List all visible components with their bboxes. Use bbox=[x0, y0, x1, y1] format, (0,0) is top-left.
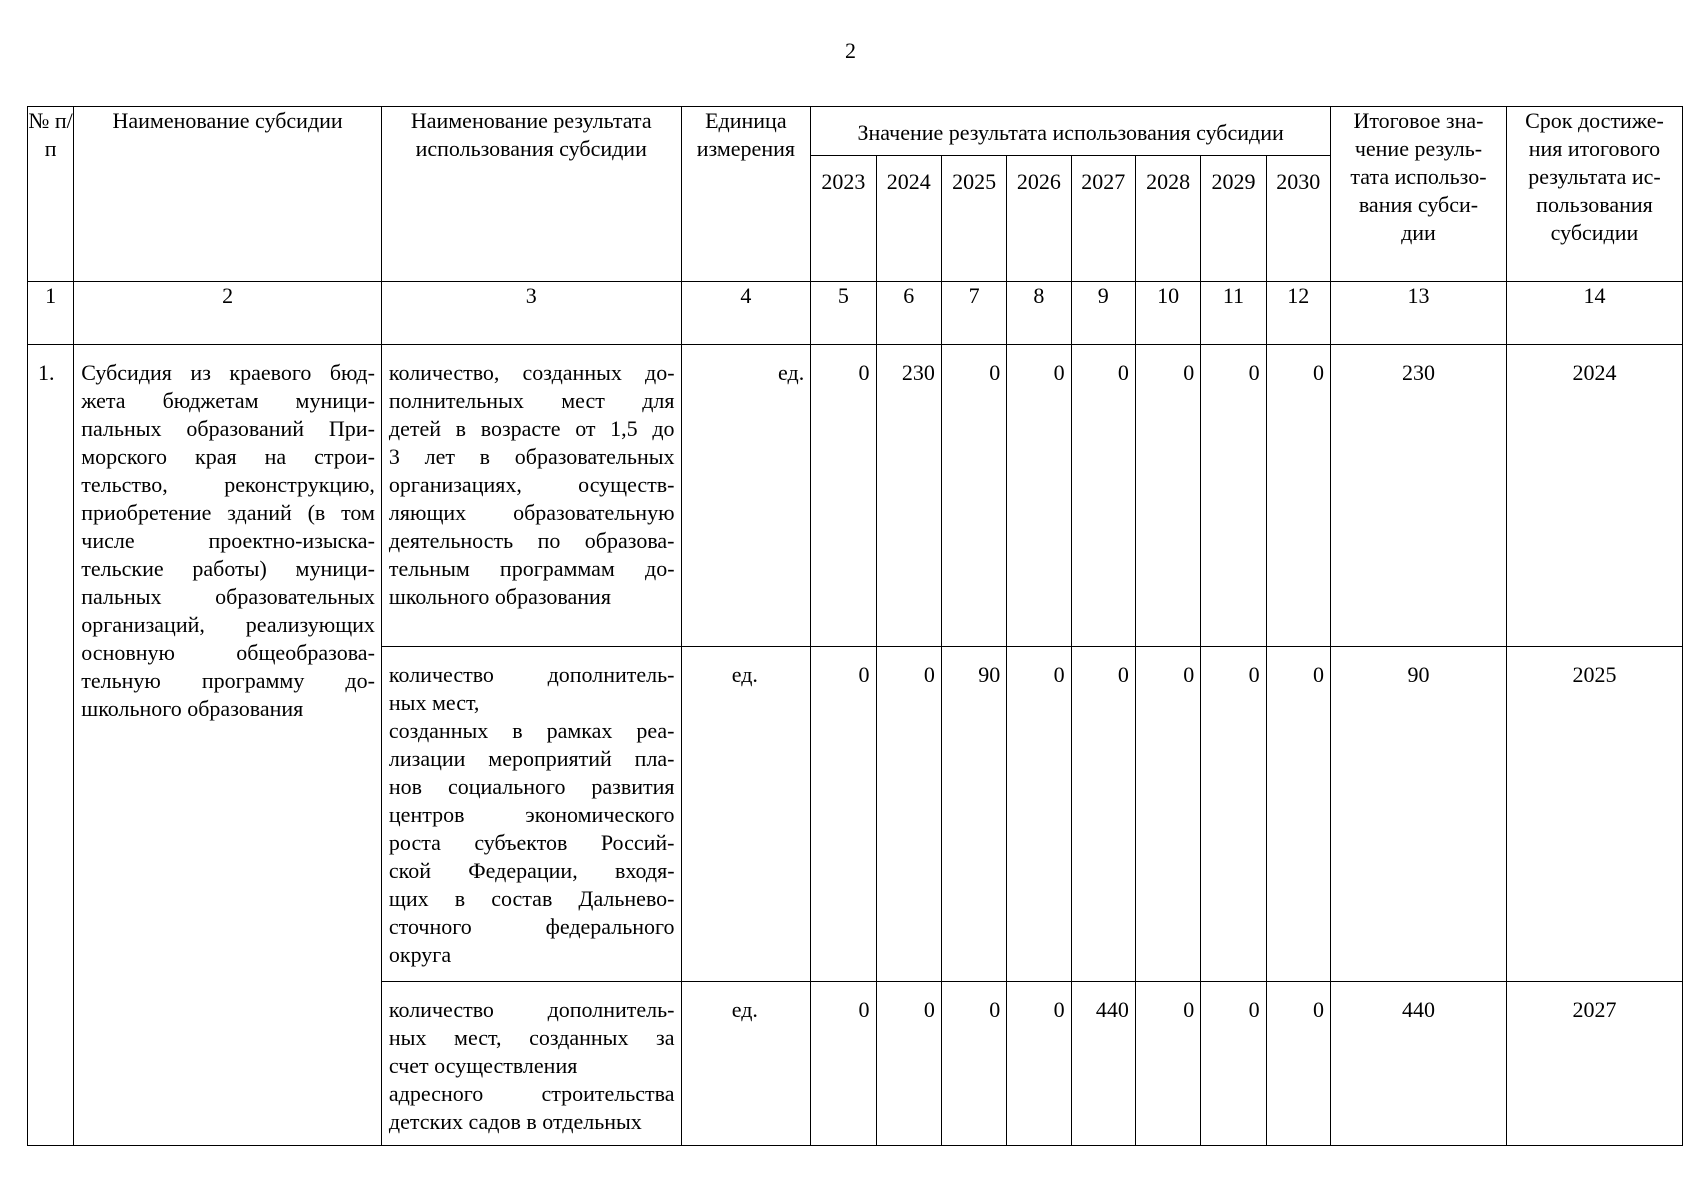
year-value: 0 bbox=[1201, 345, 1266, 647]
header-result-name: Наименование результата использования субсидии bbox=[381, 107, 681, 282]
column-number: 11 bbox=[1201, 282, 1266, 345]
column-number: 12 bbox=[1266, 282, 1330, 345]
column-number: 14 bbox=[1506, 282, 1682, 345]
header-number: № п/п bbox=[28, 107, 74, 282]
year-value: 0 bbox=[1266, 345, 1330, 647]
year-value: 0 bbox=[1071, 647, 1135, 982]
column-number: 8 bbox=[1007, 282, 1071, 345]
header-year: 2023 bbox=[811, 156, 876, 282]
year-value: 0 bbox=[876, 982, 941, 1146]
result-name: количество дополнитель- ных мест, созданных за счет осуществления адресного строительства детских садов в отдельных bbox=[381, 982, 681, 1146]
term-value: 2024 bbox=[1506, 345, 1682, 647]
result-name: количество, созданных до- полнительных мест для детей в возрасте от 1,5 до 3 лет в образовательных организациях, осуществ- ляющих образовательную деятельность по образова- тельным программам до- школьного образования bbox=[381, 345, 681, 647]
column-number: 9 bbox=[1071, 282, 1135, 345]
year-value: 230 bbox=[876, 345, 941, 647]
year-value: 0 bbox=[941, 982, 1006, 1146]
subsidy-name: Субсидия из краевого бюд- жета бюджетам муници- пальных образований При- морского края на строи- тельство, реконструкцию, приобретение зданий (в том числе проектно-изыска- тельские работы) муници- пальных образовательных организаций, реализующих основную общеобразова- тельную программу до- школьного образования bbox=[74, 345, 382, 1146]
column-number: 10 bbox=[1135, 282, 1200, 345]
column-number: 4 bbox=[681, 282, 811, 345]
year-value: 440 bbox=[1071, 982, 1135, 1146]
year-value: 0 bbox=[811, 647, 876, 982]
header-subsidy-name: Наименование субсидии bbox=[74, 107, 382, 282]
year-value: 0 bbox=[1135, 345, 1200, 647]
year-value: 0 bbox=[1135, 647, 1200, 982]
term-value: 2025 bbox=[1506, 647, 1682, 982]
unit-value: ед. bbox=[681, 982, 811, 1146]
unit-value: ед. bbox=[681, 647, 811, 982]
year-value: 90 bbox=[941, 647, 1006, 982]
header-total: Итоговое зна- чение резуль- тата использо- вания субси- дии bbox=[1331, 107, 1507, 282]
total-value: 440 bbox=[1331, 982, 1507, 1146]
column-number: 5 bbox=[811, 282, 876, 345]
year-value: 0 bbox=[1007, 345, 1071, 647]
page-number: 2 bbox=[845, 38, 856, 63]
unit-value: ед. bbox=[681, 345, 811, 647]
year-value: 0 bbox=[1266, 982, 1330, 1146]
result-name: количество дополнитель- ных мест, созданных в рамках реа- лизации мероприятий пла- нов социального развития центров экономического роста субъектов Россий- ской Федерации, входя- щих в состав Дальнево- сточного федерального округа bbox=[381, 647, 681, 982]
total-value: 230 bbox=[1331, 345, 1507, 647]
header-year: 2028 bbox=[1135, 156, 1200, 282]
year-value: 0 bbox=[1007, 647, 1071, 982]
header-values-group: Значение результата использования субсидии bbox=[811, 107, 1331, 156]
header-year: 2027 bbox=[1071, 156, 1135, 282]
year-value: 0 bbox=[876, 647, 941, 982]
year-value: 0 bbox=[811, 982, 876, 1146]
term-value: 2027 bbox=[1506, 982, 1682, 1146]
year-value: 0 bbox=[1201, 982, 1266, 1146]
year-value: 0 bbox=[1266, 647, 1330, 982]
column-number: 2 bbox=[74, 282, 382, 345]
year-value: 0 bbox=[811, 345, 876, 647]
header-unit: Единица измерения bbox=[681, 107, 811, 282]
column-numbers-row bbox=[28, 282, 1683, 345]
column-number: 6 bbox=[876, 282, 941, 345]
table-row bbox=[28, 345, 1683, 647]
column-number: 7 bbox=[941, 282, 1006, 345]
column-number: 3 bbox=[381, 282, 681, 345]
row-number: 1. bbox=[28, 345, 74, 1146]
year-value: 0 bbox=[1135, 982, 1200, 1146]
header-year: 2026 bbox=[1007, 156, 1071, 282]
header-year: 2030 bbox=[1266, 156, 1330, 282]
subsidy-results-table bbox=[27, 106, 1683, 1146]
year-value: 0 bbox=[1201, 647, 1266, 982]
year-value: 0 bbox=[1071, 345, 1135, 647]
column-number: 1 bbox=[28, 282, 74, 345]
year-value: 0 bbox=[1007, 982, 1071, 1146]
column-number: 13 bbox=[1331, 282, 1507, 345]
header-year: 2029 bbox=[1201, 156, 1266, 282]
total-value: 90 bbox=[1331, 647, 1507, 982]
year-value: 0 bbox=[941, 345, 1006, 647]
header-year: 2025 bbox=[941, 156, 1006, 282]
header-term: Срок достиже- ния итогового результата ис- пользования субсидии bbox=[1506, 107, 1682, 282]
header-year: 2024 bbox=[876, 156, 941, 282]
